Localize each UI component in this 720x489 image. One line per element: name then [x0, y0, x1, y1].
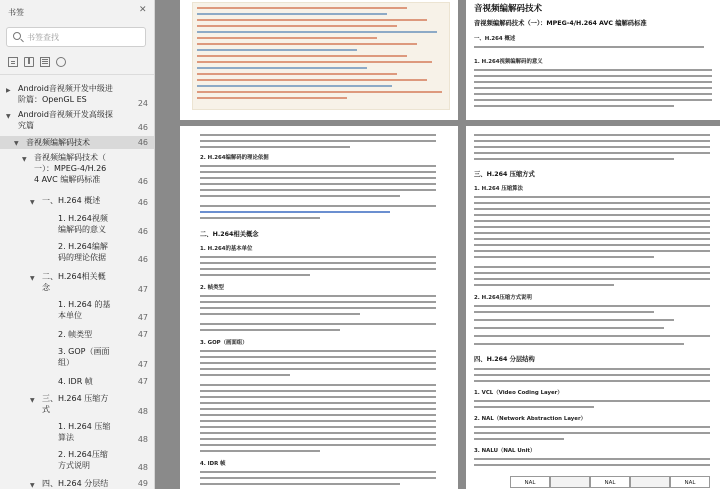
bookmark-label: 组） — [58, 358, 74, 367]
bookmark-page: 47 — [137, 313, 148, 322]
close-icon[interactable]: ✕ — [139, 5, 147, 15]
code-block — [192, 2, 450, 110]
bookmark-label: 编解码的意义 — [58, 225, 106, 234]
bookmark-item[interactable] — [0, 299, 154, 323]
expand-all-icon[interactable] — [40, 57, 50, 67]
bookmark-label: 究篇 — [18, 121, 34, 130]
heading: 1. VCL（Video Coding Layer） — [474, 390, 563, 396]
bookmark-label: 念 — [42, 283, 50, 292]
bookmark-item[interactable] — [0, 83, 154, 109]
bookmark-label: 三、H.264 压缩方 — [42, 394, 109, 403]
bookmark-label: 音视频编解码技术（ — [34, 153, 106, 162]
bookmark-page: 48 — [137, 463, 148, 472]
heading: 3. GOP（画面组） — [200, 340, 248, 346]
bookmark-item[interactable] — [0, 213, 154, 237]
bookmark-label: 1. H.264视频 — [58, 214, 108, 223]
bookmarks-sidebar — [0, 0, 155, 489]
bookmark-page: 48 — [137, 435, 148, 444]
bookmark-label: Android音视频开发中级进 — [18, 84, 113, 93]
heading: 三、H.264 压缩方式 — [474, 171, 535, 178]
pdf-page — [180, 126, 458, 489]
bookmark-label: 式 — [42, 405, 50, 414]
bookmark-label: 1. H.264 压缩 — [58, 422, 111, 431]
heading: 1. H.264的基本单位 — [200, 246, 253, 252]
bookmark-label: 2. H.264编解 — [58, 242, 108, 251]
chevron-down-icon[interactable]: ▼ — [30, 275, 35, 282]
bookmark-item[interactable] — [0, 241, 154, 265]
bookmark-item[interactable] — [0, 478, 154, 489]
heading: 2. H.264压缩方式说明 — [474, 295, 532, 301]
bookmark-label: Android音视频开发高级探 — [18, 110, 113, 119]
bookmark-item[interactable] — [0, 421, 154, 445]
bookmark-label: 4 AVC 编解码标准 — [34, 175, 101, 184]
chevron-down-icon[interactable]: ▼ — [22, 156, 27, 163]
chevron-down-icon[interactable]: ▼ — [30, 397, 35, 404]
bookmark-label: 二、H.264相关概 — [42, 272, 106, 281]
heading: 2. 帧类型 — [200, 285, 224, 291]
bookmark-label: 一）：MPEG-4/H.26 — [34, 164, 107, 173]
options-icon[interactable] — [56, 57, 66, 67]
nal-table — [510, 476, 720, 489]
bookmark-label: 码的理论依据 — [58, 253, 106, 262]
bookmark-label: 一、H.264 概述 — [42, 196, 101, 205]
bookmark-label: 音视频编解码技术 — [26, 138, 90, 147]
bookmark-page: 46 — [137, 138, 148, 147]
section-title: 音视频编解码技术（一）：MPEG-4/H.264 AVC 编解码标准 — [474, 20, 647, 27]
heading: 4. IDR 帧 — [200, 461, 226, 467]
chevron-down-icon[interactable]: ▼ — [14, 140, 19, 147]
bookmark-label: 算法 — [58, 433, 74, 442]
bookmark-item[interactable] — [0, 449, 154, 473]
bookmark-page: 24 — [137, 99, 148, 108]
nal-cell: NAL — [670, 476, 710, 488]
heading: 四、H.264 分层结构 — [474, 356, 535, 363]
bookmark-item-active[interactable] — [0, 136, 154, 149]
bookmark-page: 47 — [137, 377, 148, 386]
bookmark-page: 46 — [137, 255, 148, 264]
bookmark-page: 47 — [137, 330, 148, 339]
bookmark-label: 2. H.264压缩 — [58, 450, 108, 459]
bookmark-item[interactable] — [0, 195, 154, 208]
bookmark-page: 46 — [137, 177, 148, 186]
bookmark-item[interactable] — [0, 376, 154, 389]
bookmark-item[interactable] — [0, 271, 154, 295]
bookmark-label: 本单位 — [58, 311, 82, 320]
bookmark-page: 48 — [137, 407, 148, 416]
heading: 一、H.264 概述 — [474, 36, 516, 42]
heading: 2. H.264编解码的理论依据 — [200, 155, 269, 161]
bookmark-page: 47 — [137, 360, 148, 369]
bookmark-item[interactable] — [0, 109, 154, 135]
bookmark-item[interactable] — [0, 393, 154, 417]
bookmark-page: 49 — [137, 479, 148, 488]
bookmark-label: 阶篇：OpenGL ES — [18, 95, 87, 104]
add-bookmark-icon[interactable] — [8, 57, 18, 67]
bookmark-page: 46 — [137, 198, 148, 207]
nal-cell: NAL — [590, 476, 630, 488]
bookmark-page: 46 — [137, 123, 148, 132]
bookmark-label: 方式说明 — [58, 461, 90, 470]
search-icon — [13, 32, 21, 40]
sidebar-divider — [0, 74, 154, 75]
bookmark-item[interactable] — [0, 346, 154, 370]
nal-cell: NAL — [510, 476, 550, 488]
bookmark-label: 四、H.264 分层结 — [42, 479, 109, 488]
bookmark-ribbon-icon[interactable] — [24, 57, 34, 67]
bookmark-label: 4. IDR 帧 — [58, 377, 93, 386]
bookmark-label: 3. GOP（画面 — [58, 347, 110, 356]
bookmark-item[interactable] — [0, 329, 154, 342]
bookmark-item[interactable] — [0, 152, 154, 188]
sidebar-title: 书签 — [8, 8, 24, 17]
heading: 3. NALU（NAL Unit） — [474, 448, 536, 454]
heading: 1. H.264视频编解码的意义 — [474, 59, 543, 65]
chapter-title: 音视频编解码技术 — [474, 4, 543, 14]
heading: 2. NAL（Network Abstraction Layer） — [474, 416, 587, 422]
pdf-page — [466, 0, 720, 120]
pdf-page — [466, 126, 720, 489]
chevron-right-icon[interactable]: ▶ — [6, 87, 11, 94]
bookmark-search-box[interactable] — [6, 27, 146, 47]
chevron-down-icon[interactable]: ▼ — [6, 113, 11, 120]
heading: 1. H.264 压缩算法 — [474, 186, 523, 192]
bookmark-label: 2. 帧类型 — [58, 330, 93, 339]
heading: 二、H.264相关概念 — [200, 231, 259, 238]
chevron-down-icon[interactable]: ▼ — [30, 199, 35, 206]
bookmark-search-input[interactable] — [27, 30, 139, 44]
pdf-page — [180, 0, 458, 120]
bookmark-label: 1. H.264 的基 — [58, 300, 111, 309]
bookmark-page: 46 — [137, 227, 148, 236]
chevron-down-icon[interactable]: ▼ — [30, 482, 35, 489]
bookmark-page: 47 — [137, 285, 148, 294]
